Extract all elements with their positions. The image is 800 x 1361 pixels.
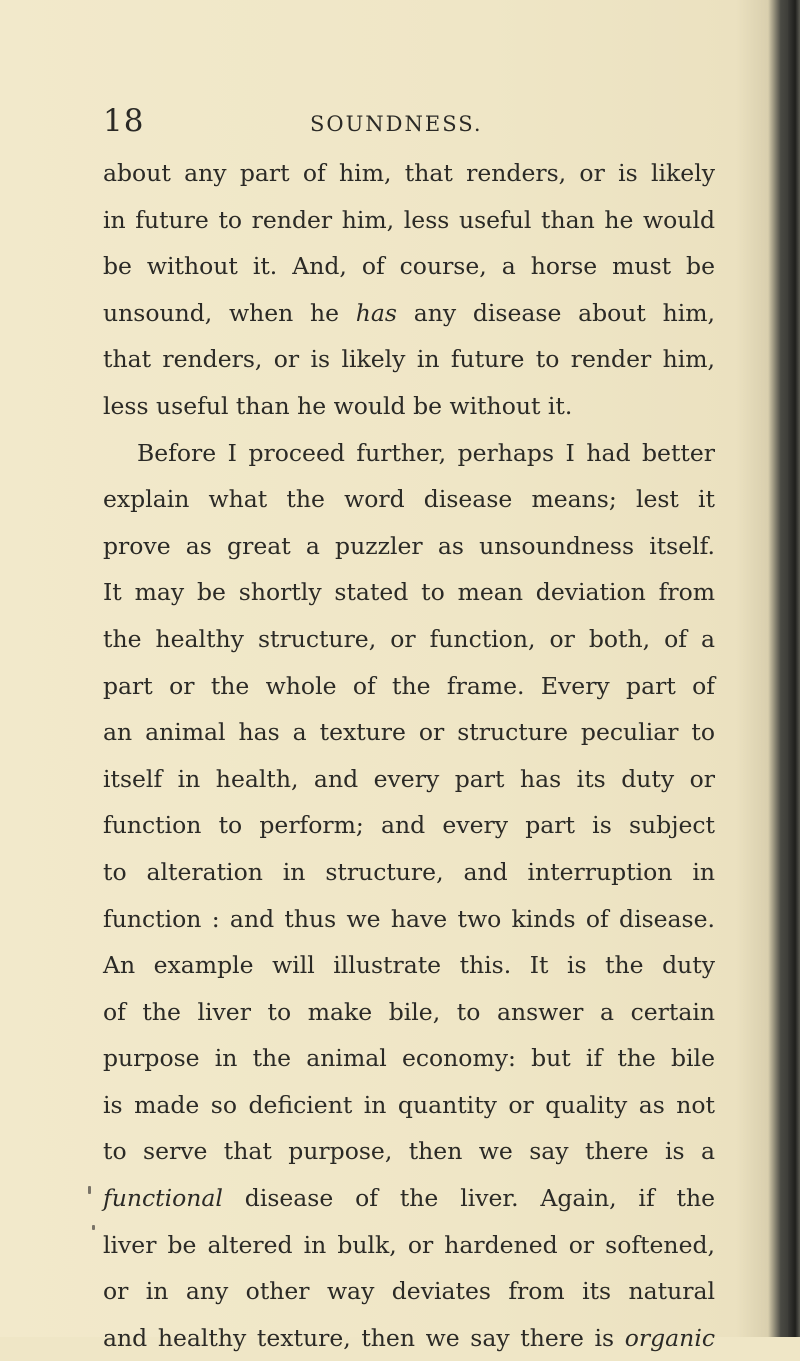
text-line: An example will illustrate this. It is the duty (103, 951, 715, 980)
text-line: purpose in the animal economy: but if the bile (103, 1044, 715, 1073)
text-segment: unsound, when he (103, 298, 356, 327)
italic-word: functional (103, 1184, 223, 1213)
italic-word: has (355, 298, 397, 327)
text-line: to serve that purpose, then we say there is a (103, 1137, 715, 1166)
text-segment: disease of the liver. Again, if the (222, 1184, 715, 1213)
text-line: prove as great a puzzler as unsoundness itself. (103, 531, 715, 560)
book-spine-edge (788, 0, 800, 1337)
text-line: or in any other way deviates from its natural (103, 1277, 715, 1306)
text-line: that renders, or is likely in future to render him, (103, 345, 715, 374)
text-line: in future to render him, less useful than he would (103, 205, 715, 234)
text-line: less useful than he would be without it. (103, 391, 573, 420)
text-line (103, 290, 715, 337)
text-line: function to perform; and every part is subject (103, 811, 715, 840)
text-line: function : and thus we have two kinds of disease. (103, 904, 715, 933)
text-line: of the liver to make bile, to answer a certain (103, 997, 715, 1026)
paper-speck (92, 1225, 95, 1230)
text-line: an animal has a texture or structure peculiar to (103, 718, 715, 747)
text-segment: any disease about him, (396, 298, 715, 327)
text-line: explain what the word disease means; lest it (103, 485, 715, 514)
text-line: be without it. And, of course, a horse must be (103, 252, 715, 281)
page-number: 18 (103, 103, 145, 139)
running-head: SOUNDNESS. (310, 112, 483, 136)
text-line (103, 1175, 715, 1222)
text-line: to alteration in structure, and interruption in (103, 857, 715, 886)
text-segment: and healthy texture, then we say there is (103, 1323, 625, 1352)
text-line: itself in health, and every part has its duty or (103, 764, 715, 793)
paper-speck (88, 1186, 91, 1194)
text-line: is made so deficient in quantity or quality as not (103, 1090, 715, 1119)
text-line: liver be altered in bulk, or hardened or softened, (103, 1230, 715, 1259)
italic-word: organic (624, 1323, 715, 1352)
text-line: the healthy structure, or function, or both, of a (103, 624, 715, 653)
text-line: It may be shortly stated to mean deviation from (103, 578, 715, 607)
text-line: Before I proceed further, perhaps I had better (137, 438, 715, 467)
body-text (103, 150, 715, 1361)
text-line: part or the whole of the frame. Every part of (103, 671, 715, 700)
text-line (103, 1315, 715, 1361)
text-line: about any part of him, that renders, or is likely (103, 159, 715, 187)
